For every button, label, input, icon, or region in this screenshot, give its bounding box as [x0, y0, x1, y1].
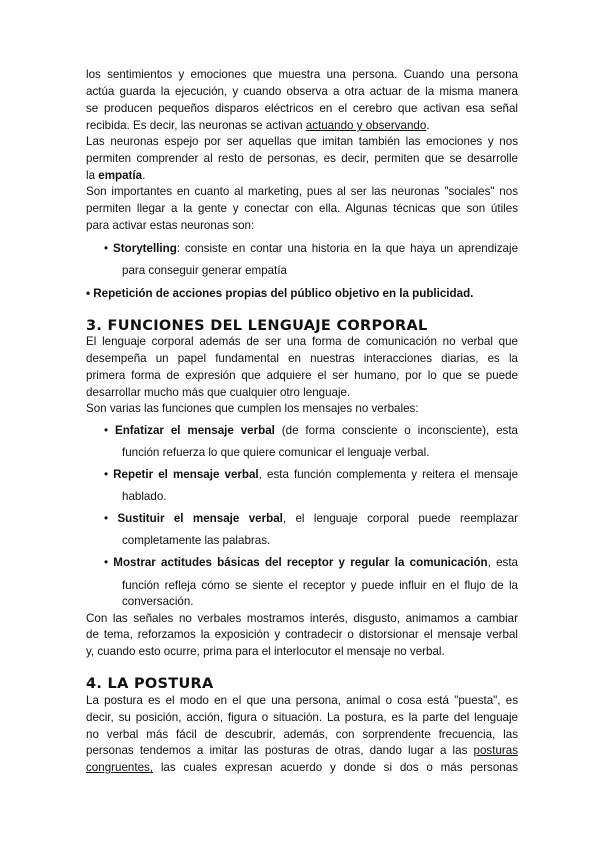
bold-text: Storytelling	[113, 242, 177, 255]
list-item	[104, 511, 518, 526]
text: personas tendemos a imitar las posturas de otras, dando lugar a las	[86, 744, 474, 757]
bold-text: Repetir el mensaje verbal	[113, 468, 259, 481]
bullet: •	[104, 242, 114, 255]
list-item-continuation: completamente las palabras.	[122, 534, 271, 547]
paragraph-line: desempeña un papel fundamental en nuestras interacciones diarias, es la	[86, 352, 518, 365]
bullet: •	[104, 468, 114, 481]
bold-text: Sustituir el mensaje verbal	[117, 512, 283, 525]
bullet: •	[104, 424, 115, 437]
list-item	[104, 467, 518, 482]
list-item-continuation: hablado.	[122, 490, 167, 503]
paragraph-line: desarrollar mucho más que cualquier otro lenguaje.	[86, 386, 351, 399]
bold-text: Mostrar actitudes básicas del receptor y regular la comunicación	[113, 556, 488, 569]
paragraph-line: actúa guarda la ejecución, y cuando observa a otra actuar de la misma manera	[86, 85, 518, 98]
paragraph-line: El lenguaje corporal además de ser una forma de comunicación no verbal que	[86, 335, 518, 348]
paragraph-line: decir, su posición, acción, figura o situación. La postura, es la parte del lenguaje	[86, 711, 518, 724]
list-item-continuation: función refuerza lo que quiere comunicar el lenguaje verbal.	[122, 446, 430, 459]
text: , esta función complementa y reitera el mensaje	[258, 468, 519, 481]
paragraph-line: permiten llegar a la gente y conectar con ella. Algunas técnicas que son útiles	[86, 202, 518, 215]
bold-text: Enfatizar el mensaje verbal	[114, 424, 275, 437]
text: (de forma consciente o inconsciente), esta	[274, 424, 519, 437]
list-item	[104, 241, 518, 256]
paragraph-line: Las neuronas espejo por ser aquellas que imitan también las emociones y nos	[86, 135, 518, 148]
paragraph-line	[86, 168, 518, 183]
section-heading: 3. FUNCIONES DEL LENGUAJE CORPORAL	[86, 318, 428, 334]
text: .	[426, 119, 430, 132]
paragraph-line: Con las señales no verbales mostramos interés, disgusto, animamos a cambiar	[86, 612, 518, 625]
list-item-continuation: para conseguir generar empatía	[122, 264, 287, 277]
paragraph-line: y, cuando esto ocurre, prima para el interlocutor el mensaje no verbal.	[86, 645, 445, 658]
bold-text: empatía	[98, 169, 143, 182]
paragraph-line: primera forma de expresión que adquiere el ser humano, por lo que se puede	[86, 369, 518, 382]
underlined-text: posturas	[473, 744, 518, 757]
paragraph-line	[86, 743, 518, 758]
text: las cuales expresan acuerdo y donde si dos o más personas	[153, 761, 518, 774]
list-item-continuation: función refleja cómo se siente el receptor y puede influir en el flujo de la	[122, 579, 518, 592]
section-heading: 4. LA POSTURA	[86, 676, 214, 692]
list-item	[104, 555, 518, 570]
paragraph-line: de tema, reforzamos la exposición y contradecir o distorsionar el mensaje verbal	[86, 628, 518, 641]
paragraph-line: permiten comprender al resto de personas, es decir, permiten que se desarrolle	[86, 152, 518, 165]
paragraph-line	[86, 760, 518, 775]
paragraph-line: los sentimientos y emociones que muestra una persona. Cuando una persona	[86, 68, 518, 81]
paragraph-line: Son varias las funciones que cumplen los mensajes no verbales:	[86, 402, 419, 415]
text: la	[86, 169, 99, 182]
underlined-text: actuando y observando	[305, 119, 427, 132]
paragraph-line	[86, 118, 518, 133]
list-item: • Repetición de acciones propias del público objetivo en la publicidad.	[86, 287, 474, 300]
bullet: •	[104, 512, 118, 525]
bullet: •	[104, 556, 114, 569]
paragraph-line: Son importantes en cuanto al marketing, pues al ser las neuronas "sociales" nos	[86, 185, 518, 198]
paragraph-line: se producen pequeños disparos eléctricos en el cerebro que activan esa señal	[86, 102, 518, 115]
paragraph-line: La postura es el modo en el que una persona, animal o cosa está "puesta", es	[86, 694, 518, 707]
text: , el lenguaje corporal puede reemplazar	[282, 512, 519, 525]
text: , esta	[487, 556, 519, 569]
paragraph-line: para activar estas neuronas son:	[86, 219, 255, 232]
list-item-continuation: conversación.	[122, 595, 194, 608]
text: : consiste en contar una historia en la que haya un aprendizaje	[176, 242, 519, 255]
underlined-text: congruentes,	[86, 761, 154, 774]
text: recibida. Es decir, las neuronas se activan	[86, 119, 306, 132]
list-item	[104, 423, 518, 438]
paragraph-line: no verbal más fácil de descubrir, además, con sorprendente frecuencia, las	[86, 728, 518, 741]
text: .	[142, 169, 146, 182]
